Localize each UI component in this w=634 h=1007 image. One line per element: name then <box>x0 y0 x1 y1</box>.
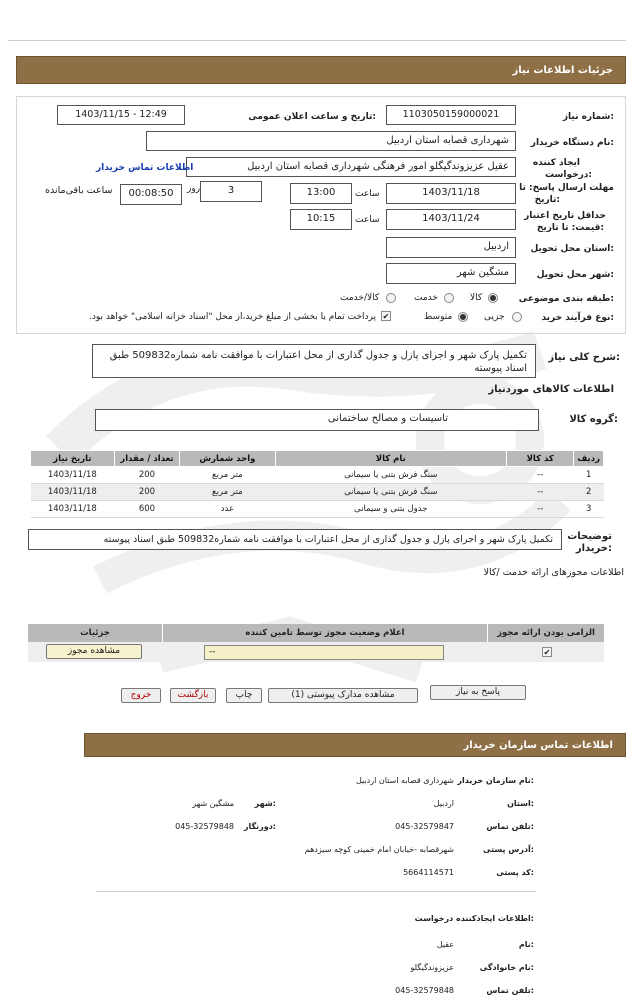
process-radio-minor[interactable] <box>512 312 522 322</box>
category-radio-goods[interactable] <box>488 293 498 303</box>
col-index: ردیف <box>574 451 604 467</box>
buyer-org-field: شهرداری قصابه استان اردبیل <box>146 131 516 151</box>
table-row <box>31 484 604 501</box>
validity-time-label: ساعت <box>355 215 380 225</box>
row-index: 2 <box>574 484 604 501</box>
buyer-contact-link[interactable]: اطلاعات تماس خریدار <box>96 163 194 173</box>
row-code: -- <box>507 484 574 501</box>
validity-label-2: قیمت: تا تاریخ: <box>536 223 604 233</box>
row-date: 1403/11/18 <box>31 484 115 501</box>
contact-phone-label: تلفن تماس: <box>486 822 534 831</box>
row-name: جدول بتنی و سیمانی <box>275 501 506 518</box>
remaining-time-field: 00:08:50 <box>120 184 182 205</box>
city-label: شهر محل تحویل: <box>536 270 614 280</box>
validity-time-field: 10:15 <box>290 209 352 230</box>
send-deadline-label-2: تاریخ: <box>534 195 560 205</box>
category-radio-service[interactable] <box>444 293 454 303</box>
row-code: -- <box>507 501 574 518</box>
process-radio-medium[interactable] <box>458 312 468 322</box>
remaining-time-label: ساعت باقی‌مانده <box>45 185 113 196</box>
contact-header <box>84 733 626 757</box>
treasury-checkbox[interactable]: ✔ <box>382 312 390 321</box>
buyer-notes-label: توضیحات <box>567 531 612 542</box>
back-button[interactable]: بازگشت <box>170 688 216 703</box>
permit-required-checkbox: ✔ <box>543 648 551 657</box>
creator-label-2: درخواست: <box>544 170 592 180</box>
creator-phone-label: تلفن تماس: <box>486 986 534 995</box>
permits-title: اطلاعات مجوزهای ارائه خدمت /کالا <box>483 567 624 578</box>
top-divider <box>8 40 626 41</box>
contact-fax-label: دورنگار: <box>243 822 276 831</box>
row-name: سنگ فرش بتنی یا سیمانی <box>275 484 506 501</box>
category-option-service: خدمت <box>414 293 438 303</box>
row-unit: متر مربع <box>180 467 275 484</box>
permits-col-required: الزامی بودن ارائه مجوز <box>497 628 595 638</box>
summary-label: شرح کلی نیاز: <box>548 352 620 363</box>
contact-title: اطلاعات تماس سازمان خریدار <box>463 740 613 751</box>
row-name: سنگ فرش بتنی یا سیمانی <box>275 467 506 484</box>
view-permit-button[interactable]: مشاهده مجوز <box>46 644 142 659</box>
category-label: طبقه بندی موضوعی: <box>518 294 614 304</box>
send-deadline-label: مهلت ارسال پاسخ: تا <box>519 183 614 193</box>
contact-postal: 5664114571 <box>403 868 454 877</box>
contact-city: مشگین شهر <box>192 799 234 808</box>
contact-phone: 045-32579847 <box>395 822 454 831</box>
row-date: 1403/11/18 <box>31 467 115 484</box>
process-label: نوع فرآیند خرید: <box>541 313 614 323</box>
process-option-medium: متوسط <box>424 312 453 322</box>
contact-province: اردبیل <box>433 799 454 808</box>
province-field: اردبیل <box>386 237 516 258</box>
attachments-button[interactable]: مشاهده مدارک پیوستی (1) <box>268 688 418 703</box>
contact-org: شهرداری قصابه استان اردبیل <box>355 776 454 785</box>
contact-address: شهرقصابه -خیابان امام خمینی کوچه سیزدهم <box>304 845 454 854</box>
creator-field: عقیل عزیزوندگیگلو امور فرهنگی شهرداری قصابه استان اردبیل <box>186 157 516 177</box>
days-label: روز <box>187 184 201 194</box>
row-index: 1 <box>574 467 604 484</box>
creator-last-name-label: نام خانوادگی: <box>479 963 534 972</box>
exit-button[interactable]: خروج <box>121 688 161 703</box>
summary-text: تکمیل پارک شهر و اجرای پازل و جدول گذاری از محل اعتبارات با موافقت نامه شماره509832 طبق اسناد پیوسته <box>92 344 536 378</box>
buyer-notes-text: تکمیل پارک شهر و اجرای پازل و جدول گذاری از محل اعتبارات با موافقت نامه شماره509832 طبق اسناد پیوسته <box>28 529 562 550</box>
category-option-both: کالا/خدمت <box>340 293 380 303</box>
goods-group-field: تاسیسات و مصالح ساختمانی <box>95 409 539 431</box>
send-time-field: 13:00 <box>290 183 352 204</box>
days-field: 3 <box>200 181 262 202</box>
goods-table-header <box>31 451 604 467</box>
announce-date-field: 1403/11/15 - 12:49 <box>57 105 185 125</box>
need-number-label: شماره نیاز: <box>562 112 614 122</box>
row-unit: متر مربع <box>180 484 275 501</box>
send-date-field: 1403/11/18 <box>386 183 516 204</box>
contact-city-label: شهر: <box>254 799 276 808</box>
col-code: کد کالا <box>507 451 574 467</box>
reply-button[interactable]: پاسخ به نیاز <box>430 685 526 700</box>
creator-phone: 045-32579848 <box>395 986 454 995</box>
city-field: مشگین شهر <box>386 263 516 284</box>
contact-org-label: نام سازمان خریدار: <box>457 776 534 785</box>
goods-group-label: گروه کالا: <box>569 414 618 425</box>
province-label: استان محل تحویل: <box>530 244 614 254</box>
contact-province-label: استان: <box>507 799 534 808</box>
contact-fax: 045-32579848 <box>175 822 234 831</box>
print-button[interactable]: چاپ <box>226 688 262 703</box>
process-option-minor: جزیی <box>484 312 505 322</box>
category-radio-both[interactable] <box>386 293 396 303</box>
row-index: 3 <box>574 501 604 518</box>
goods-table <box>30 450 604 518</box>
col-date: تاریخ نیاز <box>31 451 115 467</box>
table-row <box>31 501 604 518</box>
row-date: 1403/11/18 <box>31 501 115 518</box>
col-name: نام کالا <box>275 451 506 467</box>
buyer-notes-label-2: خریدار: <box>575 543 612 554</box>
validity-label: حداقل تاریخ اعتبار <box>524 211 606 221</box>
send-time-label: ساعت <box>355 189 380 199</box>
creator-first-name: عقیل <box>436 940 454 949</box>
announce-date-label: تاریخ و ساعت اعلان عمومی: <box>248 112 376 122</box>
col-unit: واحد شمارش <box>180 451 275 467</box>
need-number-field: 1103050159000021 <box>386 105 516 125</box>
creator-label: ایجاد کننده <box>532 158 580 168</box>
row-qty: 200 <box>114 484 180 501</box>
goods-section-title: اطلاعات کالاهای موردنیاز <box>488 384 614 395</box>
permits-col-details: جزئیات <box>80 628 110 638</box>
validity-date-field: 1403/11/24 <box>386 209 516 230</box>
row-qty: 600 <box>114 501 180 518</box>
creator-first-name-label: نام: <box>518 940 534 949</box>
row-unit: عدد <box>180 501 275 518</box>
contact-postal-label: کد پستی: <box>496 868 534 877</box>
page-title: جزئیات اطلاعات نیاز <box>512 65 613 76</box>
category-option-goods: کالا <box>470 293 483 303</box>
row-code: -- <box>507 467 574 484</box>
permit-status-field: -- <box>204 645 444 660</box>
page-header <box>16 56 626 84</box>
treasury-payment-note: پرداخت تمام یا بخشی از مبلغ خرید،از محل "اسناد خزانه اسلامی" خواهد بود. <box>88 312 376 322</box>
permits-col-status: اعلام وضعیت مجوز توسط تامین کننده <box>162 624 488 642</box>
row-qty: 200 <box>114 467 180 484</box>
buyer-org-label: نام دستگاه خریدار: <box>530 138 614 148</box>
contact-divider <box>96 891 536 892</box>
creator-info-title: اطلاعات ایجادکننده درخواست: <box>414 914 534 923</box>
creator-last-name: عزیزوندگیگلو <box>410 963 454 972</box>
contact-address-label: آدرس پستی: <box>483 845 534 854</box>
table-row <box>31 467 604 484</box>
col-qty: تعداد / مقدار <box>114 451 180 467</box>
